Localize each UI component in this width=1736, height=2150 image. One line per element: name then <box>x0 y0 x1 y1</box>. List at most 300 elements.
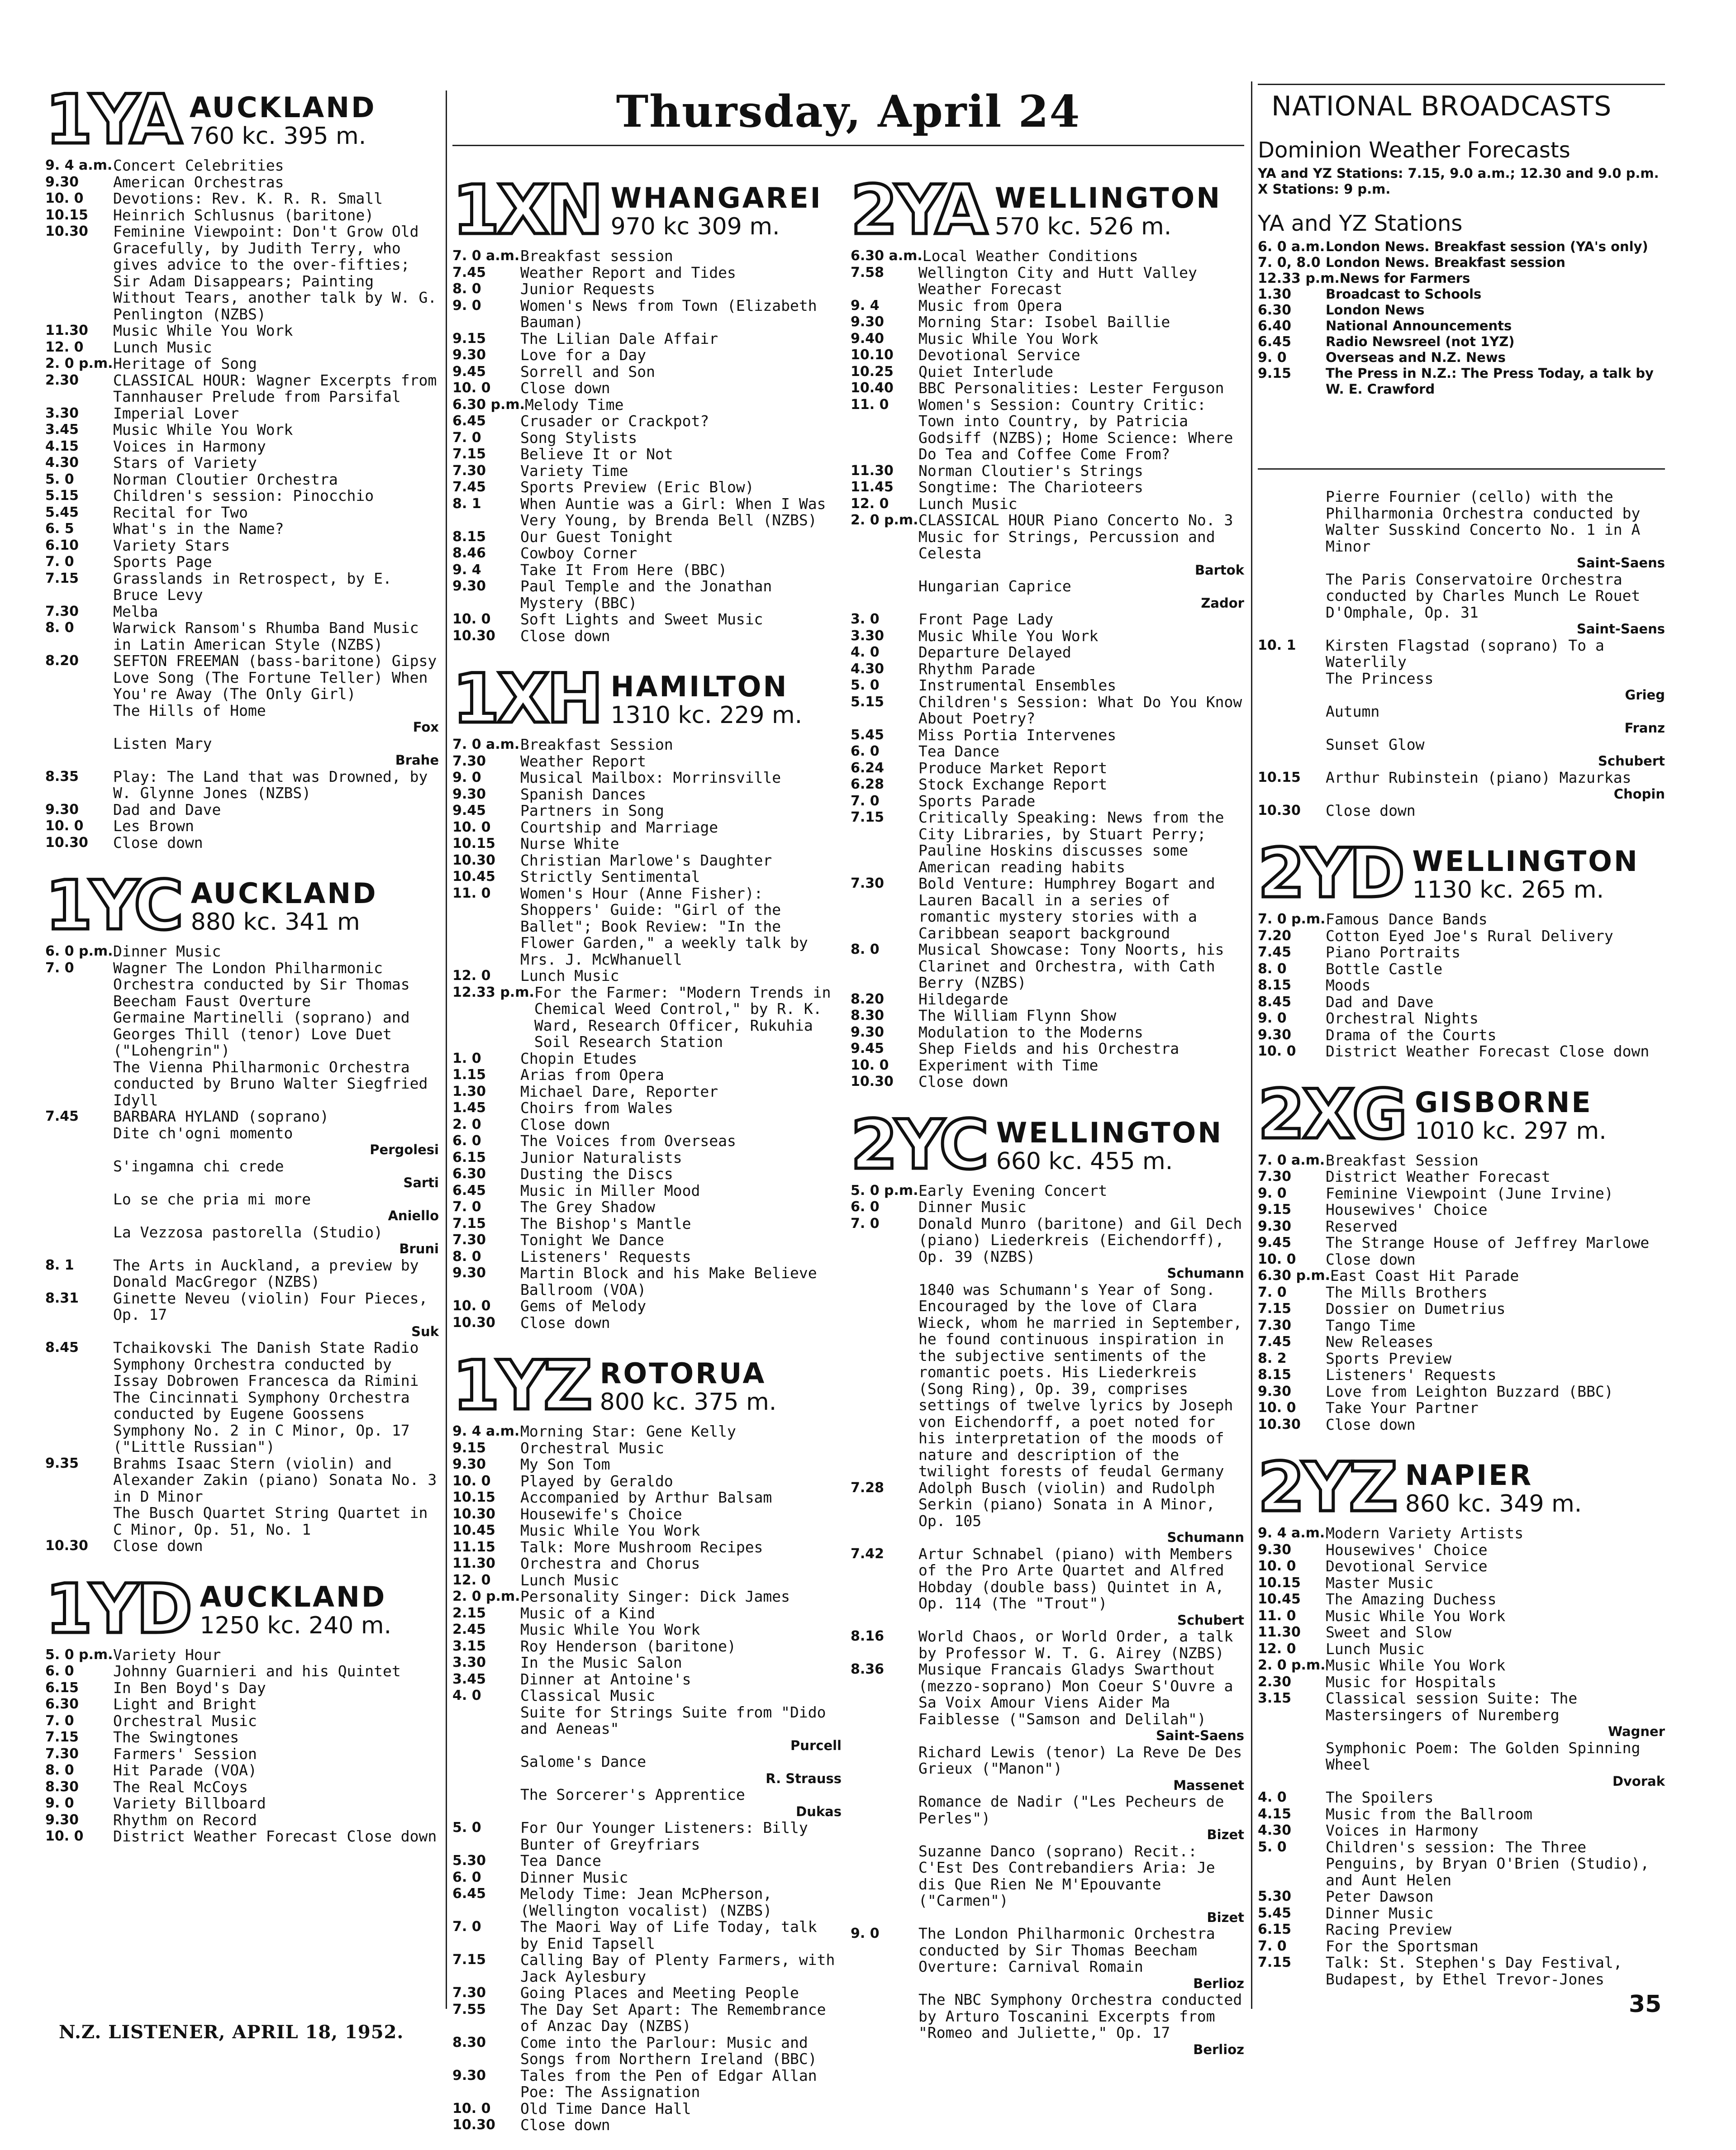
programme-text: Morning Star: Gene Kelly <box>520 1422 736 1440</box>
programme-time: 6. 0 <box>45 1663 74 1679</box>
programme-time: 9. 4 <box>851 297 880 314</box>
station-call-sign: 1YD <box>45 1570 190 1649</box>
section-gap <box>1258 1433 1665 1449</box>
programme-text: Come into the Parlour: Music and Songs from Northern Ireland (BBC) <box>520 2033 817 2068</box>
programme-text: Johnny Guarnieri and his Quintet <box>113 1662 401 1680</box>
station-header <box>452 660 842 738</box>
station-call-sign: 1XH <box>452 660 601 738</box>
programme-time: 4.15 <box>1258 1806 1292 1822</box>
programme-time: 10.30 <box>1258 1416 1301 1432</box>
national-time: 6. 0 a.m. <box>1258 239 1325 255</box>
programme-text: The Amazing Duchess <box>1326 1590 1497 1608</box>
column-3 <box>851 172 1244 2074</box>
programme-text: Produce Market Report <box>918 759 1108 777</box>
programme-text: Sports Page <box>113 553 212 571</box>
weather-line: YA and YZ Stations: 7.15, 9.0 a.m.; 12.30 and 9.0 p.m. <box>1258 166 1659 181</box>
national-title: NATIONAL BROADCASTS <box>1271 90 1612 122</box>
programme-time <box>1258 489 1326 555</box>
programme-item <box>851 298 1244 314</box>
programme-item <box>45 943 439 960</box>
composer-name: Saint-Saens <box>1156 1728 1244 1743</box>
programme-time: 11.30 <box>1258 1624 1301 1640</box>
programme-item <box>1258 1525 1665 1542</box>
column-2 <box>452 172 842 2150</box>
programme-item <box>452 1315 842 1332</box>
programme-time: 10. 0 <box>452 2100 491 2117</box>
composer-line <box>45 1142 439 1158</box>
programme-text: Music While You Work <box>113 322 293 339</box>
programme-text: Master Music <box>1326 1574 1434 1592</box>
programme-text: Tchaikovski The Danish State Radio Symphony Orchestra conducted by Issay Dobrowen Francesca da Rimini <box>113 1339 419 1389</box>
programme-item <box>851 1793 1244 1827</box>
programme-time: 12. 0 <box>452 968 491 984</box>
programme-time <box>45 1059 113 1109</box>
programme-time: 6.30 p.m. <box>452 396 525 413</box>
programme-time: 9. 0 <box>1258 1010 1287 1026</box>
programme-time: 4.15 <box>45 438 79 454</box>
programme-item <box>851 1843 1244 1909</box>
programme-item <box>452 1150 842 1166</box>
programme-time: 7.15 <box>452 446 486 462</box>
composer-name: Schumann <box>1167 1265 1244 1281</box>
programme-text: Close down <box>1326 1250 1416 1268</box>
programme-time: 9.15 <box>1258 1202 1292 1218</box>
programme-item <box>452 1671 842 1688</box>
programme-text: Heritage of Song <box>113 355 257 372</box>
programme-text: Hildegarde <box>918 990 1008 1008</box>
programme-time: 10.15 <box>1258 769 1301 785</box>
programme-time <box>851 1793 918 1827</box>
programme-time: 9.45 <box>1258 1235 1292 1251</box>
station-header <box>45 81 439 159</box>
programme-text: Front Page Lady <box>918 610 1054 628</box>
programme-text: Quiet Interlude <box>918 362 1054 381</box>
programme-text: Grasslands in Retrospect, by E. Bruce Levy <box>113 569 392 604</box>
station-frequency: 660 kc. 455 m. <box>996 1147 1173 1175</box>
programme-text: Dinner Music <box>918 1198 1027 1216</box>
programme-text: The Real McCoys <box>113 1778 248 1796</box>
programme-text: The Princess <box>1326 669 1434 687</box>
programme-item <box>1258 1690 1665 1723</box>
programme-text: Music While You Work <box>520 1522 700 1539</box>
programme-item <box>45 157 439 174</box>
programme-time: 3.15 <box>452 1638 486 1654</box>
programme-text: Our Guest Tonight <box>520 528 673 546</box>
programme-time: 5.30 <box>1258 1888 1292 1904</box>
section-gap <box>452 1331 842 1347</box>
programme-time: 7.28 <box>851 1479 885 1496</box>
programme-item <box>45 422 439 438</box>
programme-text: Crusader or Crackpot? <box>520 412 709 430</box>
programme-time: 5.15 <box>45 488 79 504</box>
station-name-block <box>1405 1460 1582 1517</box>
programme-time: 10.45 <box>1258 1591 1301 1607</box>
programme-text: The Grey Shadow <box>520 1198 656 1216</box>
programme-item <box>1258 1789 1665 1806</box>
national-time: 6.30 <box>1258 302 1292 318</box>
programme-item <box>452 1084 842 1100</box>
programme-time: 10.30 <box>1258 802 1301 818</box>
national-list <box>1258 239 1665 397</box>
station-frequency: 970 kc 309 m. <box>610 213 780 240</box>
programme-text: Close down <box>520 627 610 645</box>
programme-time: 9. 4 a.m. <box>45 157 113 173</box>
programme-text: CLASSICAL HOUR: Wagner Excerpts from Tannhauser Prelude from Parsifal <box>113 371 437 405</box>
programme-text: When Auntie was a Girl: When I Was Very Young, by Brenda Bell (NZBS) <box>520 495 826 529</box>
programme-text: Cotton Eyed Joe's Rural Delivery <box>1326 927 1613 945</box>
national-item <box>1258 255 1665 271</box>
programme-list <box>1258 1525 1665 1988</box>
programme-text: Sports Preview <box>1326 1349 1452 1367</box>
programme-time: 6.30 p.m. <box>1258 1268 1330 1284</box>
programme-text: Melody Time <box>525 395 624 414</box>
footer-date: N.Z. LISTENER, APRIL 18, 1952. <box>59 2022 404 2043</box>
composer-line <box>851 1265 1244 1282</box>
programme-item <box>1258 911 1665 928</box>
programme-text: Close down <box>113 833 203 851</box>
station-city: AUCKLAND <box>190 877 378 910</box>
programme-item <box>452 1555 842 1572</box>
programme-item <box>851 380 1244 397</box>
programme-text: Voices in Harmony <box>1326 1822 1479 1839</box>
programme-time: 6.30 <box>452 1166 486 1182</box>
programme-item <box>452 397 842 414</box>
station-header <box>1258 834 1665 913</box>
programme-item <box>452 1853 842 1869</box>
programme-item <box>1258 489 1665 555</box>
programme-time: 8.15 <box>1258 977 1292 993</box>
programme-text: Imperial Lover <box>113 404 239 422</box>
programme-item <box>45 224 439 323</box>
composer-name: R. Strauss <box>766 1770 842 1786</box>
national-time: 7. 0, 8.0 <box>1258 255 1321 271</box>
programme-text: Rhythm Parade <box>918 660 1036 678</box>
programme-text: American Orchestras <box>113 173 284 191</box>
programme-item <box>45 818 439 835</box>
composer-name: Chopin <box>1613 786 1665 802</box>
programme-time <box>851 578 918 595</box>
composer-name: Zador <box>1201 595 1244 611</box>
programme-time <box>45 1125 113 1142</box>
programme-time: 9.30 <box>1258 1541 1292 1558</box>
station-frequency: 860 kc. 349 m. <box>1405 1490 1582 1517</box>
programme-time: 8.30 <box>851 1008 885 1023</box>
programme-item <box>45 207 439 224</box>
programme-item <box>851 1183 1244 1199</box>
programme-text: Variety Stars <box>113 536 230 554</box>
programme-item <box>452 364 842 381</box>
programme-time <box>45 1158 113 1175</box>
programme-item <box>452 2002 842 2035</box>
programme-item <box>1258 1268 1665 1284</box>
programme-text: The NBC Symphony Orchestra conducted by Arturo Toscanini Excerpts from "Romeo and Juliette," Op. 17 <box>918 1991 1242 2041</box>
programme-item <box>851 628 1244 645</box>
programme-time: 7.30 <box>851 875 885 891</box>
national-item <box>1258 366 1665 397</box>
programme-time <box>45 1505 113 1538</box>
programme-item <box>452 1638 842 1655</box>
programme-time: 5.45 <box>851 727 885 743</box>
programme-text: Music While You Work <box>1326 1656 1506 1674</box>
programme-item <box>45 1389 439 1456</box>
programme-text: Orchestral Music <box>113 1712 257 1730</box>
programme-time: 2. 0 p.m. <box>851 512 918 528</box>
programme-time: 9. 0 <box>1258 1185 1287 1201</box>
programme-item <box>1258 1542 1665 1559</box>
programme-item <box>851 793 1244 810</box>
programme-time: 10.45 <box>452 869 495 885</box>
programme-item <box>1258 1301 1665 1318</box>
programme-text: Melody Time: Jean McPherson, (Wellington vocalist) (NZBS) <box>520 1885 772 1919</box>
composer-name: Bizet <box>1207 1909 1244 1925</box>
programme-time: 6. 5 <box>45 521 74 537</box>
programme-time: 6.30 <box>45 1696 79 1712</box>
programme-text: The Strange House of Jeffrey Marlowe <box>1326 1234 1650 1251</box>
programme-item <box>452 1232 842 1249</box>
programme-item <box>1258 671 1665 687</box>
programme-time: 1.15 <box>452 1067 486 1083</box>
programme-text: Close down <box>1326 801 1416 819</box>
programme-item <box>851 1992 1244 2041</box>
programme-item <box>452 1216 842 1232</box>
programme-text: Music While You Work <box>113 421 293 438</box>
section-gap <box>45 1555 439 1571</box>
programme-item <box>1258 1558 1665 1575</box>
programme-time: 10.30 <box>45 1538 88 1554</box>
programme-item <box>851 727 1244 744</box>
composer-name: Aniello <box>388 1208 439 1223</box>
composer-name: Bruni <box>399 1241 439 1256</box>
programme-text: Cowboy Corner <box>520 544 637 562</box>
programme-time: 6. 0 <box>452 1133 481 1149</box>
programme-item <box>851 991 1244 1008</box>
programme-text: Dinner Music <box>520 1868 628 1886</box>
national-item <box>1258 271 1665 286</box>
programme-time: 6.45 <box>452 1182 486 1199</box>
station-city: AUCKLAND <box>200 1580 387 1613</box>
programme-text: The Mills Brothers <box>1326 1283 1488 1301</box>
station-name-block <box>996 1118 1223 1175</box>
composer-name: Purcell <box>790 1737 842 1753</box>
national-text: Radio Newsreel (not 1YZ) <box>1326 334 1515 349</box>
programme-text: Feminine Viewpoint: Don't Grow Old Gracefully, by Judith Terry, who gives advice to the over-fifties; Sir Adam Disappears; Painting Without Tears, another talk by W. G. Penlington (NZBS) <box>113 223 437 323</box>
programme-time: 10. 0 <box>452 1473 491 1489</box>
programme-time: 7. 0 <box>1258 1938 1287 1954</box>
programme-item <box>1258 1888 1665 1905</box>
programme-item <box>851 331 1244 347</box>
programme-time: 2. 0 p.m. <box>45 356 113 371</box>
programme-text: Symphonic Poem: The Golden Spinning Wheel <box>1326 1739 1641 1773</box>
programme-text: Drama of the Courts <box>1326 1026 1497 1044</box>
programme-text: Melba <box>113 602 158 620</box>
programme-item <box>1258 1905 1665 1922</box>
programme-text: Tales from the Pen of Edgar Allan Poe: The Assignation <box>520 2066 817 2101</box>
programme-item <box>452 1051 842 1067</box>
composer-name: Saint-Saens <box>1577 555 1665 571</box>
programme-item <box>45 1059 439 1109</box>
programme-time: 7. 0 <box>851 793 880 809</box>
programme-text: Music for Hospitals <box>1326 1673 1497 1691</box>
programme-item <box>851 661 1244 678</box>
composer-name: Brahe <box>395 752 439 768</box>
programme-item <box>1258 1010 1665 1027</box>
programme-time: 10. 0 <box>452 1298 491 1314</box>
programme-text: Close down <box>520 2116 610 2134</box>
station-name-block <box>190 92 376 149</box>
station-frequency: 880 kc. 341 m <box>190 909 360 936</box>
programme-time: 8.16 <box>851 1628 885 1644</box>
programme-time: 8. 0 <box>1258 961 1287 977</box>
programme-text: What's in the Name? <box>113 520 284 538</box>
programme-item <box>45 1696 439 1713</box>
station-header <box>452 171 842 250</box>
programme-time: 7. 0 <box>452 1919 481 1935</box>
programme-time: 10. 1 <box>1258 637 1296 653</box>
station-call-sign: 1YA <box>45 81 180 159</box>
station-city: WHANGAREI <box>610 181 823 214</box>
programme-time: 9. 4 a.m. <box>1258 1525 1325 1541</box>
programme-text: Close down <box>520 379 610 397</box>
composer-name: Wagner <box>1608 1724 1665 1739</box>
programme-text: Music in Miller Mood <box>520 1181 700 1199</box>
programme-text: Instrumental Ensembles <box>918 676 1117 694</box>
composer-name: Dvorak <box>1612 1773 1665 1789</box>
national-item <box>1258 334 1665 350</box>
programme-list <box>45 1647 439 1845</box>
programme-text: Adolph Busch (violin) and Rudolph Serkin (piano) Sonata in A Minor, Op. 105 <box>918 1479 1215 1530</box>
programme-text: Shep Fields and his Orchestra <box>918 1040 1180 1057</box>
programme-text: The Busch Quartet String Quartet in C Minor, Op. 51, No. 1 <box>113 1504 428 1538</box>
programme-item <box>1258 1185 1665 1202</box>
programme-text: The Day Set Apart: The Remembrance of Anzac Day (NZBS) <box>520 2000 826 2035</box>
programme-item <box>452 1589 842 1605</box>
programme-time: 6.15 <box>1258 1922 1292 1937</box>
programme-text: Local Weather Conditions <box>922 247 1138 265</box>
programme-text: The Arts in Auckland, a preview by Donald MacGregor (NZBS) <box>113 1256 419 1290</box>
programme-list <box>851 248 1244 1090</box>
programme-text: Feminine Viewpoint (June Irvine) <box>1326 1184 1613 1202</box>
programme-item <box>45 471 439 488</box>
programme-item <box>452 446 842 463</box>
column-4-programmes <box>1258 489 1665 2004</box>
programme-time: 3. 0 <box>851 611 880 627</box>
programme-time: 2.30 <box>45 372 79 388</box>
programme-time: 3.15 <box>1258 1690 1292 1706</box>
programme-time: 12.33 p.m. <box>452 984 534 1000</box>
programme-text: The Hills of Home <box>113 701 266 719</box>
programme-time: 8. 1 <box>452 495 481 512</box>
programme-text: Sweet and Slow <box>1326 1623 1452 1641</box>
programme-item <box>45 703 439 719</box>
station-name-block <box>200 1582 392 1639</box>
programme-time: 10.15 <box>45 207 88 223</box>
programme-item <box>851 644 1244 661</box>
composer-name: Saint-Saens <box>1577 621 1665 637</box>
composer-line <box>45 1208 439 1224</box>
programme-text: Modulation to the Moderns <box>918 1023 1143 1041</box>
programme-item <box>851 1628 1244 1661</box>
national-item <box>1258 302 1665 318</box>
section-gap <box>1258 1060 1665 1076</box>
programme-list <box>1258 911 1665 1060</box>
programme-time: 7.15 <box>1258 1301 1292 1317</box>
programme-text: Early Evening Concert <box>918 1181 1108 1199</box>
programme-item <box>1258 1169 1665 1185</box>
programme-time: 9.30 <box>1258 1027 1292 1043</box>
programme-item <box>1258 1839 1665 1889</box>
programme-item <box>452 2117 842 2134</box>
programme-text: Sports Parade <box>918 792 1036 810</box>
programme-item <box>452 1787 842 1803</box>
programme-text: SEFTON FREEMAN (bass-baritone) Gipsy Love Song (The Fortune Teller) When You're Away (The Only Girl) <box>113 652 437 703</box>
station-city: AUCKLAND <box>189 91 376 124</box>
programme-item <box>452 281 842 298</box>
programme-text: Partners in Song <box>520 802 664 819</box>
programme-text: Voices in Harmony <box>113 437 266 455</box>
programme-item <box>452 737 842 753</box>
programme-item <box>452 1869 842 1886</box>
programme-item <box>1258 1591 1665 1608</box>
programme-time: 8. 2 <box>1258 1350 1287 1366</box>
programme-item <box>45 1812 439 1829</box>
programme-time: 7.42 <box>851 1546 885 1562</box>
programme-time <box>1258 704 1326 720</box>
programme-time <box>1258 1740 1326 1773</box>
programme-text: Romance de Nadir ("Les Pecheurs de Perles") <box>918 1793 1224 1827</box>
programme-time: 1.45 <box>452 1100 486 1116</box>
programme-time: 10.40 <box>851 380 894 396</box>
programme-time: 7.30 <box>45 1746 79 1762</box>
programme-item <box>1258 1575 1665 1592</box>
programme-text: Women's News from Town (Elizabeth Bauman) <box>520 296 817 331</box>
programme-item <box>45 405 439 422</box>
weather-heading: Dominion Weather Forecasts <box>1258 138 1570 163</box>
programme-time: 6.28 <box>851 776 885 792</box>
programme-item <box>45 521 439 538</box>
programme-item <box>45 504 439 521</box>
programme-time: 4. 0 <box>452 1688 481 1703</box>
programme-time: 6.45 <box>452 1886 486 1902</box>
programme-text: Classical session Suite: The Mastersingers of Nuremberg <box>1326 1689 1578 1724</box>
station-frequency: 1310 kc. 229 m. <box>610 702 803 729</box>
programme-time: 8.30 <box>452 2034 486 2050</box>
programme-text: Close down <box>520 1115 610 1133</box>
programme-item <box>851 1041 1244 1057</box>
programme-time: 7. 0 a.m. <box>452 248 520 264</box>
programme-text: Calling Bay of Plenty Farmers, with Jack Aylesbury <box>520 1951 835 1985</box>
programme-time: 9. 0 <box>452 297 481 314</box>
programme-item <box>851 265 1244 298</box>
programme-item <box>851 347 1244 364</box>
programme-item <box>452 1622 842 1638</box>
programme-text: Dusting the Discs <box>520 1165 673 1183</box>
programme-text: Lunch Music <box>520 967 619 985</box>
programme-item <box>851 479 1244 496</box>
programme-item <box>45 1729 439 1746</box>
programme-time: 7. 0 <box>45 554 74 570</box>
programme-text: Experiment with Time <box>918 1056 1099 1074</box>
programme-time: 9.30 <box>452 578 486 594</box>
programme-text: Take Your Partner <box>1326 1399 1479 1417</box>
programme-item <box>45 1795 439 1812</box>
programme-time: 7.30 <box>45 603 79 619</box>
programme-time: 1. 0 <box>452 1050 481 1066</box>
programme-time: 8.20 <box>851 991 885 1007</box>
programme-item <box>851 809 1244 875</box>
programme-list <box>45 943 439 1555</box>
programme-time: 10.30 <box>452 852 495 868</box>
national-text: London News. Breakfast session <box>1326 255 1565 270</box>
